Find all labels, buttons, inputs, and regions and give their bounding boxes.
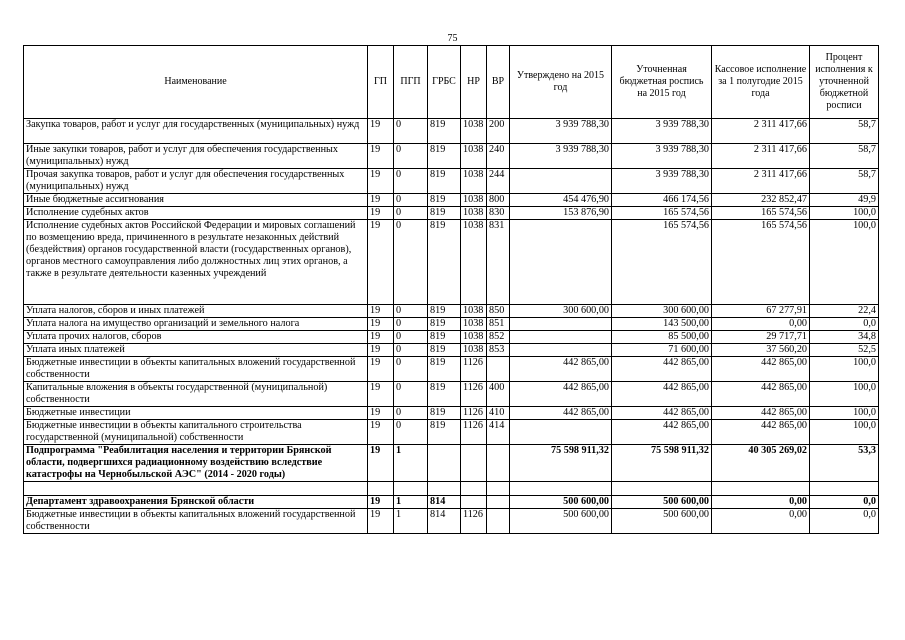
- table-row: [24, 318, 879, 331]
- cell-gp: 19: [368, 318, 394, 331]
- cell-name: Иные закупки товаров, работ и услуг для обеспечения государственных (муниципальных) нужд: [24, 144, 368, 169]
- cell-refined: 442 865,00: [612, 420, 712, 445]
- cell-vr: 853: [487, 344, 510, 357]
- cell-vr: 831: [487, 220, 510, 305]
- cell-percent: 100,0: [810, 220, 879, 305]
- cell-gp: 19: [368, 169, 394, 194]
- cell-np: 1038: [461, 344, 487, 357]
- cell-np: 1126: [461, 382, 487, 407]
- cell-cash: [712, 482, 810, 496]
- header-approved: Утверждено на 2015 год: [510, 46, 612, 119]
- cell-refined: 500 600,00: [612, 509, 712, 534]
- cell-cash: 165 574,56: [712, 207, 810, 220]
- cell-approved: 442 865,00: [510, 382, 612, 407]
- cell-vr: 410: [487, 407, 510, 420]
- cell-gp: 19: [368, 382, 394, 407]
- cell-gp: 19: [368, 344, 394, 357]
- cell-cash: 40 305 269,02: [712, 445, 810, 482]
- budget-table: [23, 45, 879, 534]
- cell-gp: 19: [368, 331, 394, 344]
- cell-np: 1038: [461, 194, 487, 207]
- cell-ppgp: 0: [394, 220, 428, 305]
- cell-vr: 851: [487, 318, 510, 331]
- cell-vr: 800: [487, 194, 510, 207]
- cell-grbs: 819: [428, 318, 461, 331]
- cell-grbs: 819: [428, 344, 461, 357]
- cell-refined: 85 500,00: [612, 331, 712, 344]
- cell-grbs: 819: [428, 382, 461, 407]
- cell-approved: 500 600,00: [510, 509, 612, 534]
- table-row: [24, 169, 879, 194]
- cell-percent: 0,0: [810, 509, 879, 534]
- cell-name: Уплата налога на имущество организаций и земельного налога: [24, 318, 368, 331]
- cell-cash: 0,00: [712, 318, 810, 331]
- cell-vr: [487, 496, 510, 509]
- header-ppgp: ПГП: [394, 46, 428, 119]
- header-vr: ВР: [487, 46, 510, 119]
- cell-refined: 71 600,00: [612, 344, 712, 357]
- cell-percent: 49,9: [810, 194, 879, 207]
- cell-refined: 143 500,00: [612, 318, 712, 331]
- header-percent: Процент исполнения к уточненной бюджетной росписи: [810, 46, 879, 119]
- cell-vr: [487, 357, 510, 382]
- cell-vr: 830: [487, 207, 510, 220]
- cell-refined: 466 174,56: [612, 194, 712, 207]
- cell-name: Уплата прочих налогов, сборов: [24, 331, 368, 344]
- cell-percent: 0,0: [810, 318, 879, 331]
- cell-gp: 19: [368, 119, 394, 144]
- cell-np: 1126: [461, 420, 487, 445]
- cell-cash: 442 865,00: [712, 357, 810, 382]
- cell-refined: 75 598 911,32: [612, 445, 712, 482]
- cell-approved: 3 939 788,30: [510, 119, 612, 144]
- cell-vr: [487, 509, 510, 534]
- cell-approved: [510, 331, 612, 344]
- cell-approved: [510, 420, 612, 445]
- cell-ppgp: 0: [394, 420, 428, 445]
- cell-np: 1038: [461, 207, 487, 220]
- cell-grbs: 819: [428, 420, 461, 445]
- table-row: [24, 420, 879, 445]
- cell-grbs: 814: [428, 509, 461, 534]
- cell-ppgp: 0: [394, 344, 428, 357]
- cell-approved: [510, 344, 612, 357]
- cell-cash: 37 560,20: [712, 344, 810, 357]
- cell-approved: [510, 482, 612, 496]
- table-row: [24, 144, 879, 169]
- cell-name: Капитальные вложения в объекты государственной (муниципальной) собственности: [24, 382, 368, 407]
- cell-approved: 3 939 788,30: [510, 144, 612, 169]
- cell-refined: 3 939 788,30: [612, 144, 712, 169]
- cell-percent: 52,5: [810, 344, 879, 357]
- cell-ppgp: 0: [394, 305, 428, 318]
- cell-ppgp: 1: [394, 445, 428, 482]
- cell-vr: 852: [487, 331, 510, 344]
- cell-np: 1038: [461, 119, 487, 144]
- cell-name: Исполнение судебных актов Российской Федерации и мировых соглашений по возмещению вреда, причиненного в результате незаконных действий (бездействия) органов государственной власти (государственных органов), органов местного самоуправления либо должностных лиц этих органов, а также в результате деятельности казенных учреждений: [24, 220, 368, 305]
- cell-name: Бюджетные инвестиции: [24, 407, 368, 420]
- table-row: [24, 331, 879, 344]
- cell-percent: [810, 482, 879, 496]
- cell-refined: 500 600,00: [612, 496, 712, 509]
- cell-name: Бюджетные инвестиции в объекты капитальных вложений государственной собственности: [24, 509, 368, 534]
- cell-ppgp: 0: [394, 194, 428, 207]
- table-row: [24, 344, 879, 357]
- cell-gp: 19: [368, 357, 394, 382]
- table-row: [24, 407, 879, 420]
- cell-ppgp: 0: [394, 119, 428, 144]
- table-header-row: [24, 46, 879, 119]
- cell-np: 1038: [461, 331, 487, 344]
- cell-percent: 58,7: [810, 169, 879, 194]
- cell-vr: 850: [487, 305, 510, 318]
- cell-vr: 240: [487, 144, 510, 169]
- cell-grbs: [428, 482, 461, 496]
- table-row: [24, 445, 879, 482]
- cell-approved: 75 598 911,32: [510, 445, 612, 482]
- cell-vr: [487, 445, 510, 482]
- cell-percent: 100,0: [810, 407, 879, 420]
- cell-gp: 19: [368, 407, 394, 420]
- cell-cash: 442 865,00: [712, 420, 810, 445]
- header-cash: Кассовое исполнение за 1 полугодие 2015 года: [712, 46, 810, 119]
- cell-ppgp: 1: [394, 496, 428, 509]
- cell-percent: 58,7: [810, 144, 879, 169]
- table-row: [24, 382, 879, 407]
- cell-name: Исполнение судебных актов: [24, 207, 368, 220]
- cell-np: 1038: [461, 169, 487, 194]
- header-name: Наименование: [24, 46, 368, 119]
- cell-cash: 165 574,56: [712, 220, 810, 305]
- table-row: [24, 119, 879, 144]
- cell-cash: 0,00: [712, 496, 810, 509]
- cell-np: 1126: [461, 407, 487, 420]
- cell-cash: 0,00: [712, 509, 810, 534]
- cell-approved: 442 865,00: [510, 407, 612, 420]
- cell-ppgp: 0: [394, 331, 428, 344]
- cell-vr: 200: [487, 119, 510, 144]
- cell-refined: 165 574,56: [612, 220, 712, 305]
- cell-grbs: 819: [428, 194, 461, 207]
- cell-cash: 2 311 417,66: [712, 144, 810, 169]
- cell-gp: 19: [368, 420, 394, 445]
- cell-approved: 500 600,00: [510, 496, 612, 509]
- table-row-spacer: [24, 482, 879, 496]
- cell-np: 1126: [461, 509, 487, 534]
- cell-grbs: [428, 445, 461, 482]
- cell-ppgp: 0: [394, 144, 428, 169]
- cell-refined: 442 865,00: [612, 357, 712, 382]
- header-gp: ГП: [368, 46, 394, 119]
- cell-cash: 442 865,00: [712, 407, 810, 420]
- cell-grbs: 819: [428, 119, 461, 144]
- cell-name: Подпрограмма "Реабилитация населения и территории Брянской области, подвергшихся радиационному воздействию вследствие катастрофы на Чернобыльской АЭС" (2014 - 2020 годы): [24, 445, 368, 482]
- cell-percent: 22,4: [810, 305, 879, 318]
- cell-np: 1126: [461, 357, 487, 382]
- cell-vr: [487, 482, 510, 496]
- cell-name: Бюджетные инвестиции в объекты капитального строительства государственной (муниципальной) собственности: [24, 420, 368, 445]
- cell-refined: 442 865,00: [612, 382, 712, 407]
- cell-grbs: 819: [428, 220, 461, 305]
- cell-np: [461, 482, 487, 496]
- cell-gp: [368, 482, 394, 496]
- cell-refined: [612, 482, 712, 496]
- cell-grbs: 819: [428, 331, 461, 344]
- cell-percent: 100,0: [810, 357, 879, 382]
- cell-name: Прочая закупка товаров, работ и услуг для обеспечения государственных (муниципальных) нужд: [24, 169, 368, 194]
- cell-percent: 100,0: [810, 420, 879, 445]
- cell-gp: 19: [368, 496, 394, 509]
- cell-ppgp: 0: [394, 357, 428, 382]
- cell-np: [461, 496, 487, 509]
- cell-ppgp: 0: [394, 207, 428, 220]
- table-row: [24, 194, 879, 207]
- cell-refined: 3 939 788,30: [612, 119, 712, 144]
- cell-grbs: 819: [428, 407, 461, 420]
- cell-name: Бюджетные инвестиции в объекты капитальных вложений государственной собственности: [24, 357, 368, 382]
- cell-gp: 19: [368, 220, 394, 305]
- cell-vr: 414: [487, 420, 510, 445]
- header-np: НР: [461, 46, 487, 119]
- table-row: [24, 357, 879, 382]
- cell-percent: 0,0: [810, 496, 879, 509]
- cell-refined: 442 865,00: [612, 407, 712, 420]
- cell-vr: 244: [487, 169, 510, 194]
- cell-np: 1038: [461, 305, 487, 318]
- cell-grbs: 819: [428, 144, 461, 169]
- cell-gp: 19: [368, 305, 394, 318]
- cell-name: Уплата налогов, сборов и иных платежей: [24, 305, 368, 318]
- table-row: [24, 305, 879, 318]
- table-row: [24, 509, 879, 534]
- header-grbs: ГРБС: [428, 46, 461, 119]
- cell-gp: 19: [368, 194, 394, 207]
- cell-name: [24, 482, 368, 496]
- cell-approved: 454 476,90: [510, 194, 612, 207]
- cell-approved: 442 865,00: [510, 357, 612, 382]
- cell-cash: 29 717,71: [712, 331, 810, 344]
- cell-name: Закупка товаров, работ и услуг для государственных (муниципальных) нужд: [24, 119, 368, 144]
- table-row: [24, 220, 879, 305]
- cell-ppgp: 0: [394, 169, 428, 194]
- cell-ppgp: 0: [394, 318, 428, 331]
- cell-ppgp: [394, 482, 428, 496]
- cell-ppgp: 1: [394, 509, 428, 534]
- page-number: 75: [447, 33, 458, 44]
- cell-percent: 100,0: [810, 382, 879, 407]
- cell-np: 1038: [461, 318, 487, 331]
- cell-grbs: 819: [428, 169, 461, 194]
- cell-refined: 300 600,00: [612, 305, 712, 318]
- cell-percent: 34,8: [810, 331, 879, 344]
- cell-percent: 58,7: [810, 119, 879, 144]
- cell-percent: 100,0: [810, 207, 879, 220]
- cell-grbs: 819: [428, 357, 461, 382]
- cell-gp: 19: [368, 144, 394, 169]
- cell-gp: 19: [368, 207, 394, 220]
- cell-np: 1038: [461, 144, 487, 169]
- cell-refined: 165 574,56: [612, 207, 712, 220]
- cell-cash: 442 865,00: [712, 382, 810, 407]
- cell-gp: 19: [368, 445, 394, 482]
- cell-cash: 2 311 417,66: [712, 169, 810, 194]
- cell-percent: 53,3: [810, 445, 879, 482]
- header-refined: Уточненная бюджетная роспись на 2015 год: [612, 46, 712, 119]
- cell-approved: 300 600,00: [510, 305, 612, 318]
- cell-approved: 153 876,90: [510, 207, 612, 220]
- cell-refined: 3 939 788,30: [612, 169, 712, 194]
- cell-cash: 67 277,91: [712, 305, 810, 318]
- table-row: [24, 496, 879, 509]
- cell-gp: 19: [368, 509, 394, 534]
- cell-name: Уплата иных платежей: [24, 344, 368, 357]
- cell-grbs: 814: [428, 496, 461, 509]
- cell-vr: 400: [487, 382, 510, 407]
- cell-approved: [510, 220, 612, 305]
- cell-name: Иные бюджетные ассигнования: [24, 194, 368, 207]
- cell-np: 1038: [461, 220, 487, 305]
- cell-grbs: 819: [428, 207, 461, 220]
- cell-ppgp: 0: [394, 407, 428, 420]
- cell-cash: 2 311 417,66: [712, 119, 810, 144]
- cell-grbs: 819: [428, 305, 461, 318]
- cell-ppgp: 0: [394, 382, 428, 407]
- cell-np: [461, 445, 487, 482]
- table-row: [24, 207, 879, 220]
- cell-approved: [510, 318, 612, 331]
- cell-approved: [510, 169, 612, 194]
- cell-cash: 232 852,47: [712, 194, 810, 207]
- cell-name: Департамент здравоохранения Брянской области: [24, 496, 368, 509]
